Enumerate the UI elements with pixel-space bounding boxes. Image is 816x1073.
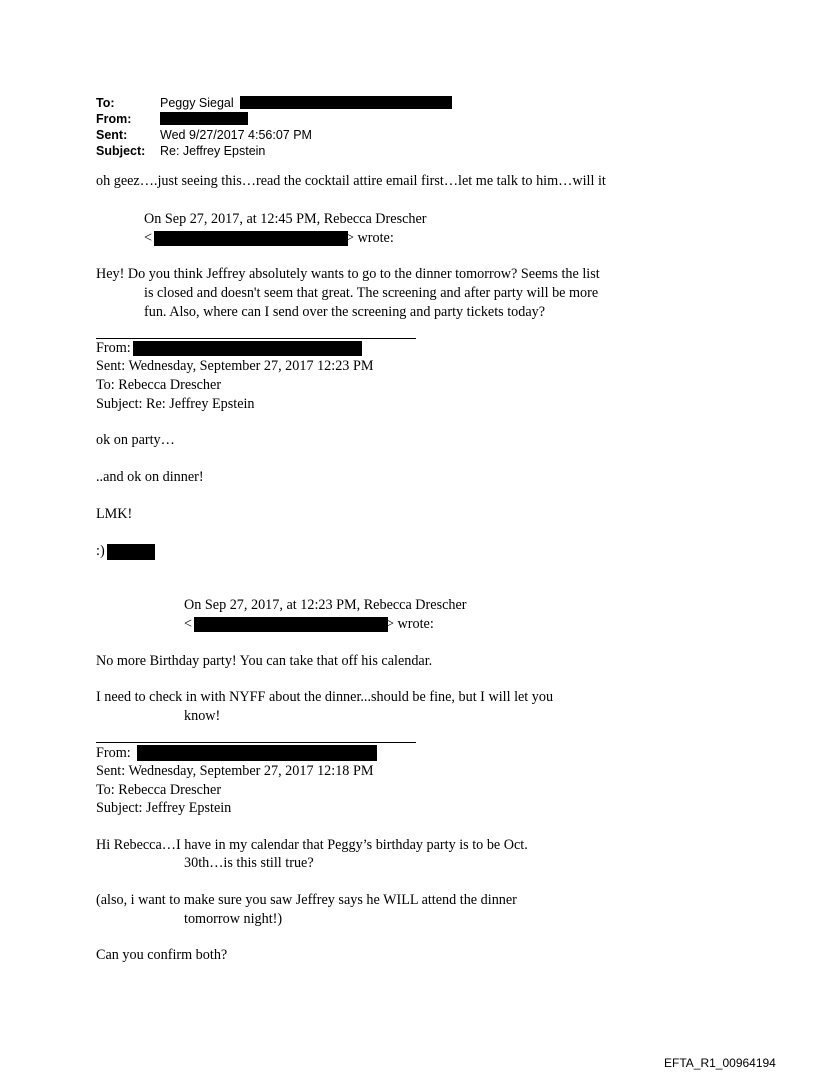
quote-body-line: Hey! Do you think Jeffrey absolutely wants to go to the dinner tomorrow? Seems the list — [96, 266, 600, 282]
msg-line: Hi Rebecca…I have in my calendar that Peggy’s birthday party is to be Oct. — [96, 837, 528, 853]
sent-value: Wed 9/27/2017 4:56:07 PM — [160, 128, 312, 142]
quote-intro: On Sep 27, 2017, at 12:23 PM, Rebecca Drescher — [184, 597, 467, 613]
msg-line: ..and ok on dinner! — [96, 469, 204, 485]
subject-value: Re: Jeffrey Epstein — [160, 144, 266, 158]
redaction-bar — [154, 231, 348, 246]
separator-rule — [96, 338, 416, 339]
msg-from-label: From: — [96, 745, 131, 761]
msg-subject: Subject: Re: Jeffrey Epstein — [96, 396, 255, 412]
redaction-bar — [194, 617, 388, 632]
quote-intro-lt: < — [184, 616, 193, 632]
quote-body-line: know! — [184, 708, 221, 724]
redaction-bar — [160, 112, 248, 125]
separator-rule — [96, 742, 416, 743]
reply-text: oh geez….just seeing this…read the cocktail attire email first…let me talk to him…will it — [96, 173, 606, 189]
from-label: From: — [96, 112, 132, 126]
msg-sent: Sent: Wednesday, September 27, 2017 12:18 PM — [96, 763, 374, 779]
quote-intro-wrote: > wrote: — [386, 616, 434, 632]
sent-label: Sent: — [96, 128, 128, 142]
to-label: To: — [96, 96, 115, 110]
quote-body-line: No more Birthday party! You can take that off his calendar. — [96, 653, 433, 669]
quote-intro: On Sep 27, 2017, at 12:45 PM, Rebecca Drescher — [144, 211, 427, 227]
quote-intro-wrote: > wrote: — [346, 230, 394, 246]
msg-line: :) — [96, 543, 105, 559]
msg-line: 30th…is this still true? — [184, 855, 314, 871]
document-id: EFTA_R1_00964194 — [664, 1056, 776, 1070]
msg-to: To: Rebecca Drescher — [96, 377, 222, 393]
msg-line: ok on party… — [96, 432, 175, 448]
msg-to: To: Rebecca Drescher — [96, 782, 222, 798]
quote-body-line: is closed and doesn't seem that great. The screening and after party will be more — [144, 285, 599, 301]
redaction-bar — [133, 341, 362, 356]
redaction-bar — [137, 745, 377, 761]
quote-body-line: I need to check in with NYFF about the dinner...should be fine, but I will let you — [96, 689, 554, 705]
msg-line: Can you confirm both? — [96, 947, 228, 963]
redaction-bar — [240, 96, 452, 109]
msg-sent: Sent: Wednesday, September 27, 2017 12:23 PM — [96, 358, 374, 374]
msg-line: tomorrow night!) — [184, 911, 283, 927]
msg-line: (also, i want to make sure you saw Jeffrey says he WILL attend the dinner — [96, 892, 517, 908]
subject-label: Subject: — [96, 144, 146, 158]
msg-line: LMK! — [96, 506, 133, 522]
to-value: Peggy Siegal — [160, 96, 234, 110]
redaction-bar — [107, 544, 155, 560]
quote-intro-lt: < — [144, 230, 153, 246]
msg-subject: Subject: Jeffrey Epstein — [96, 800, 232, 816]
msg-from-label: From: — [96, 340, 131, 356]
quote-body-line: fun. Also, where can I send over the screening and party tickets today? — [144, 304, 546, 320]
